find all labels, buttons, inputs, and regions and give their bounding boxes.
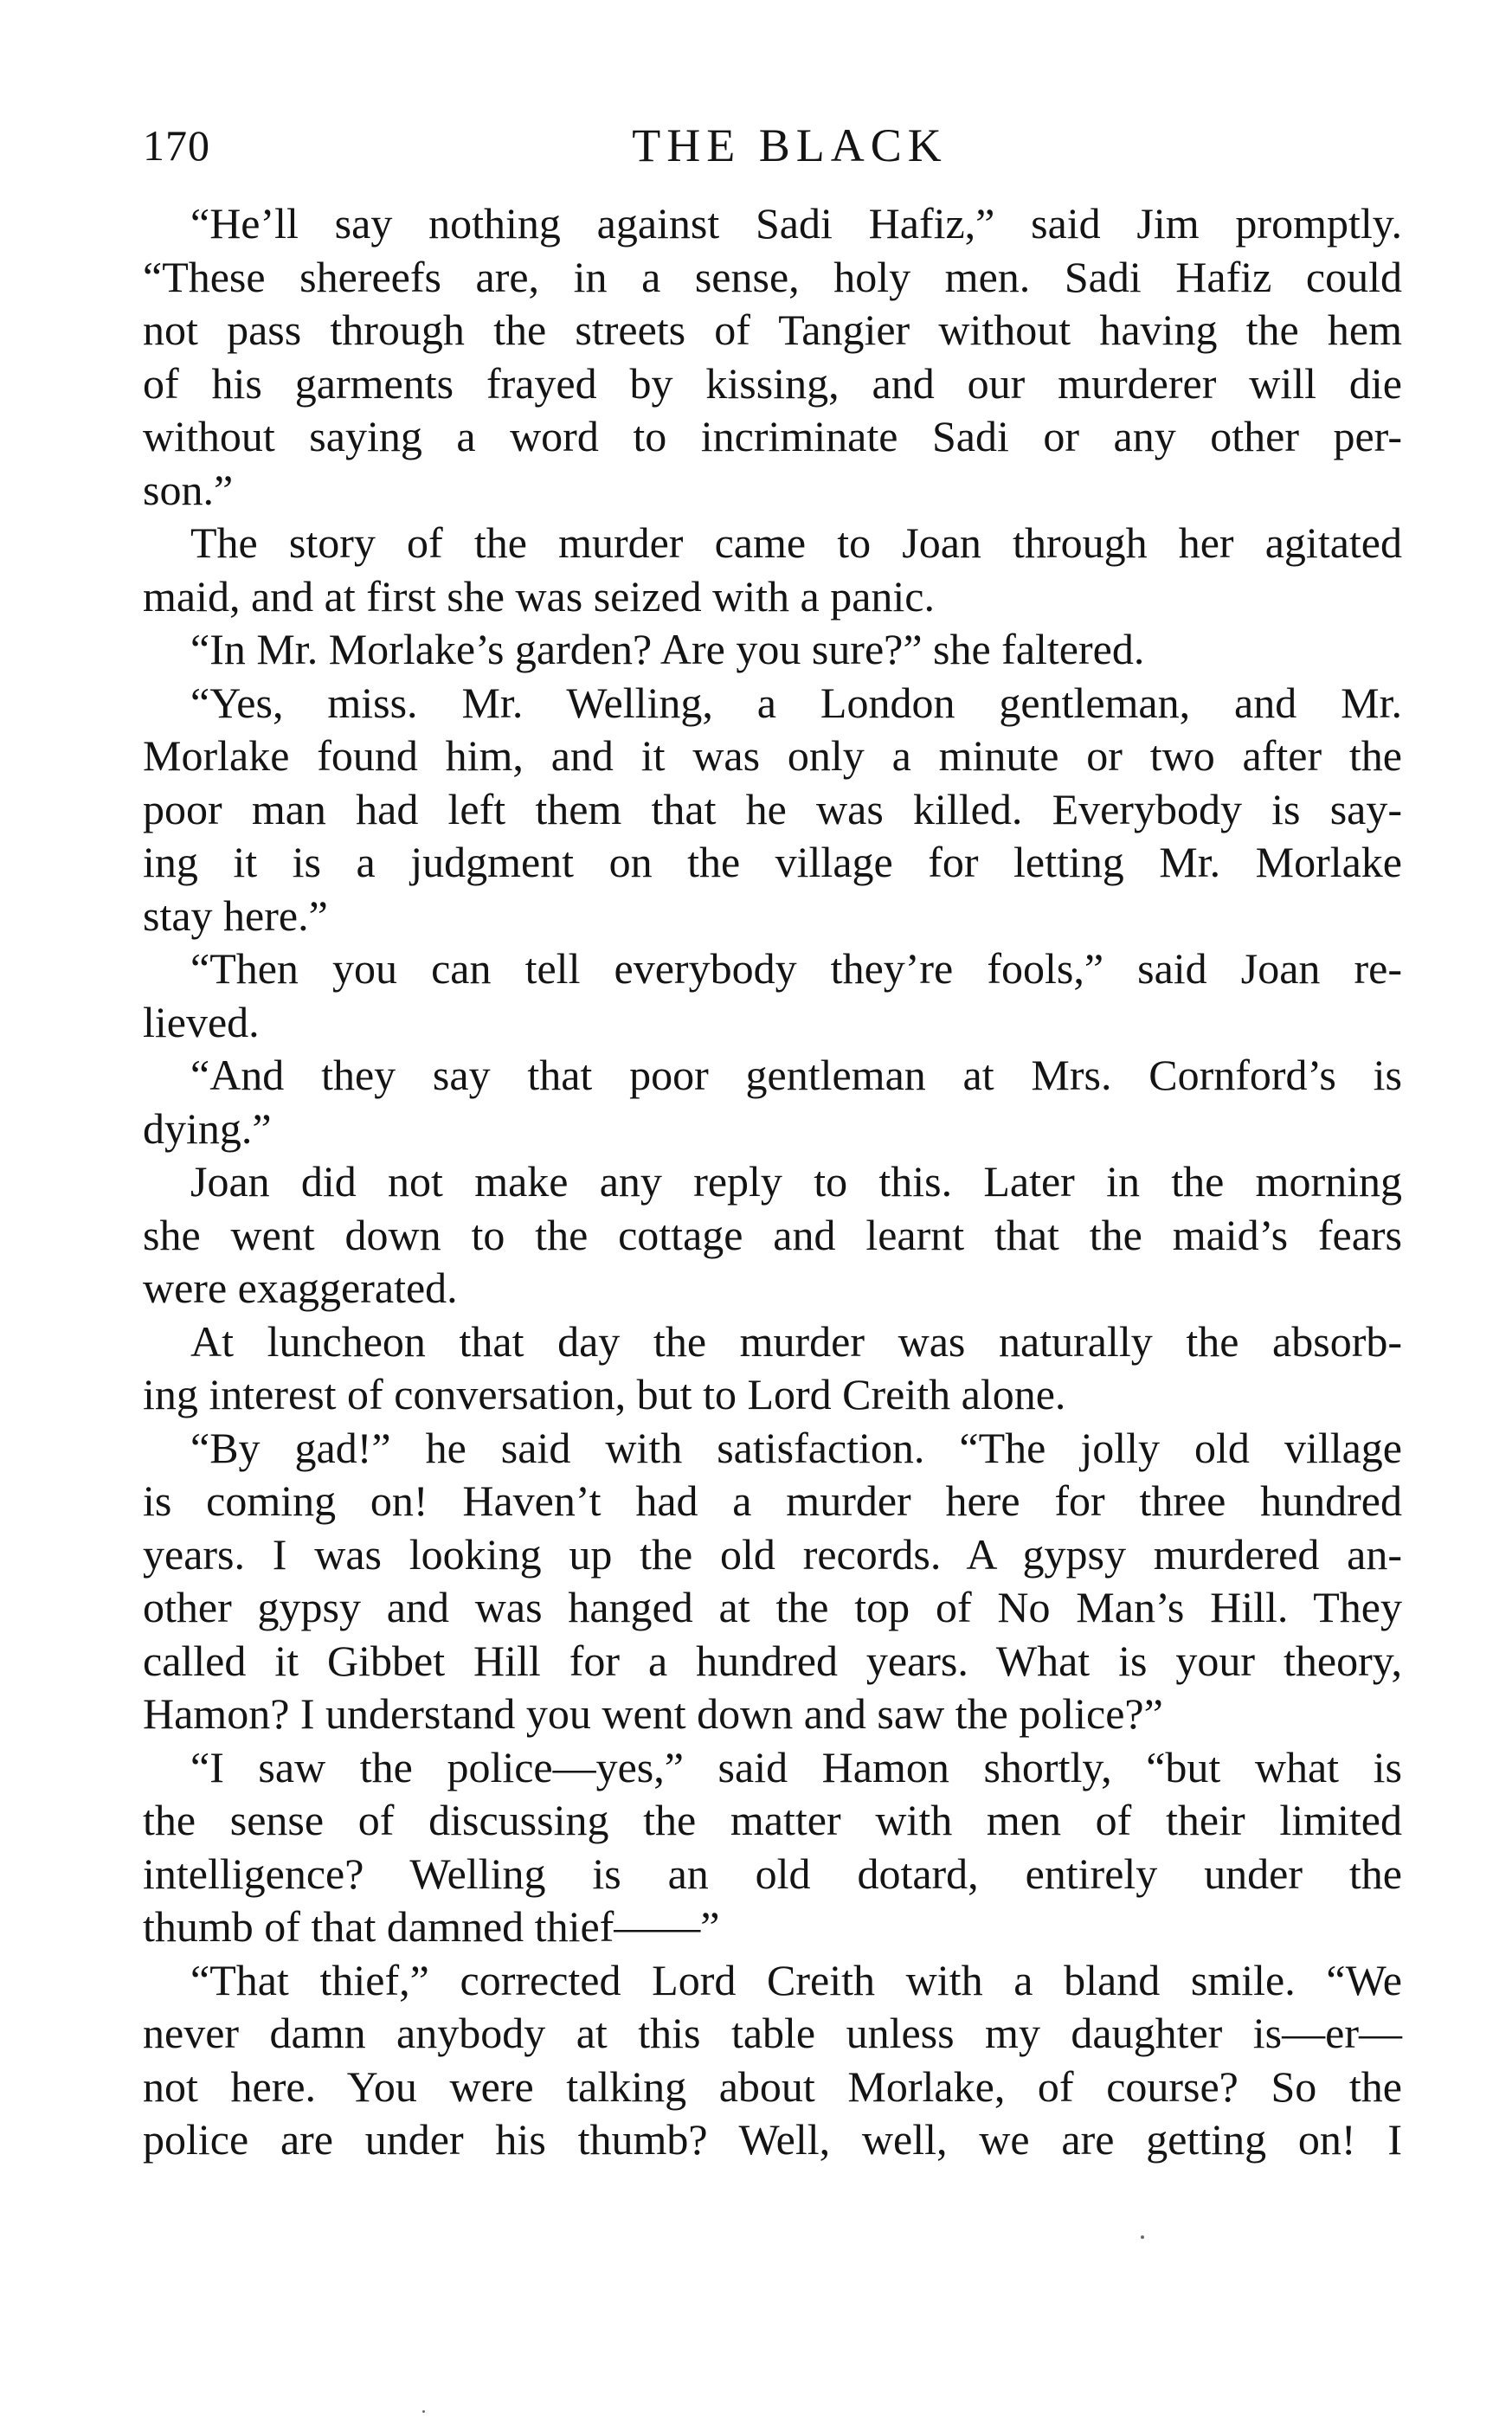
text-line: years. I was looking up the old records. A gypsy murdered an- <box>143 1529 1402 1579</box>
text-line: “These shereefs are, in a sense, holy men. Sadi Hafiz could <box>143 252 1402 301</box>
text-line: “He’ll say nothing against Sadi Hafiz,” said Jim promptly. <box>190 199 1402 248</box>
text-line: At luncheon that day the murder was naturally the absorb- <box>190 1316 1402 1366</box>
text-line: Morlake found him, and it was only a minute or two after the <box>143 731 1402 780</box>
text-line: stay here.” <box>143 891 328 940</box>
text-line: son.” <box>143 465 234 514</box>
running-title: THE BLACK <box>632 119 948 171</box>
text-line: Hamon? I understand you went down and saw the police?” <box>143 1689 1163 1738</box>
text-line: other gypsy and was hanged at the top of No Man’s Hill. They <box>143 1583 1402 1631</box>
text-line: of his garments frayed by kissing, and our murderer will die <box>143 358 1402 408</box>
text-line: ing interest of conversation, but to Lord Creith alone. <box>143 1370 1066 1418</box>
text-line: “Then you can tell everybody they’re fools,” said Joan re- <box>190 944 1402 993</box>
text-line: the sense of discussing the matter with men of their limited <box>143 1796 1402 1844</box>
text-line: never damn anybody at this table unless my daughter is—er— <box>143 2009 1402 2057</box>
text-line: poor man had left them that he was killed. Everybody is say- <box>143 784 1402 833</box>
text-line: without saying a word to incriminate Sadi or any other per- <box>143 412 1402 460</box>
text-line: “Yes, miss. Mr. Welling, a London gentleman, and Mr. <box>190 678 1402 727</box>
body-text <box>143 197 1402 2167</box>
text-line: “I saw the police—yes,” said Hamon shortly, “but what is <box>190 1742 1402 1791</box>
text-line: ing it is a judgment on the village for letting Mr. Morlake <box>143 838 1402 886</box>
text-line: intelligence? Welling is an old dotard, entirely under the <box>143 1849 1402 1898</box>
text-line: not pass through the streets of Tangier without having the hem <box>143 305 1402 354</box>
text-line: “By gad!” he said with satisfaction. “The jolly old village <box>190 1423 1402 1472</box>
page-number: 170 <box>143 121 210 170</box>
text-line: “That thief,” corrected Lord Creith with a bland smile. “We <box>190 1955 1402 2004</box>
text-line: “And they say that poor gentleman at Mrs. Cornford’s is <box>190 1051 1402 1099</box>
text-line: police are under his thumb? Well, well, we are getting on! I <box>143 2115 1402 2164</box>
text-line: lieved. <box>143 997 260 1046</box>
text-line: maid, and at first she was seized with a panic. <box>143 571 935 621</box>
running-head <box>143 111 1402 180</box>
text-line: not here. You were talking about Morlake, of course? So the <box>143 2061 1402 2111</box>
text-line: she went down to the cottage and learnt that the maid’s fears <box>143 1210 1402 1259</box>
text-line: dying.” <box>143 1103 272 1153</box>
print-speck <box>422 2410 425 2413</box>
text-line: were exaggerated. <box>143 1264 458 1312</box>
print-speck <box>1141 2235 1144 2239</box>
text-line: “In Mr. Morlake’s garden? Are you sure?” she faltered. <box>190 625 1145 673</box>
text-line: The story of the murder came to Joan through her agitated <box>190 518 1402 567</box>
text-line: Joan did not make any reply to this. Later in the morning <box>190 1157 1402 1206</box>
text-line: is coming on! Haven’t had a murder here for three hundred <box>143 1476 1402 1525</box>
text-line: thumb of that damned thief——” <box>143 1902 720 1951</box>
text-line: called it Gibbet Hill for a hundred years. What is your theory, <box>143 1636 1402 1685</box>
